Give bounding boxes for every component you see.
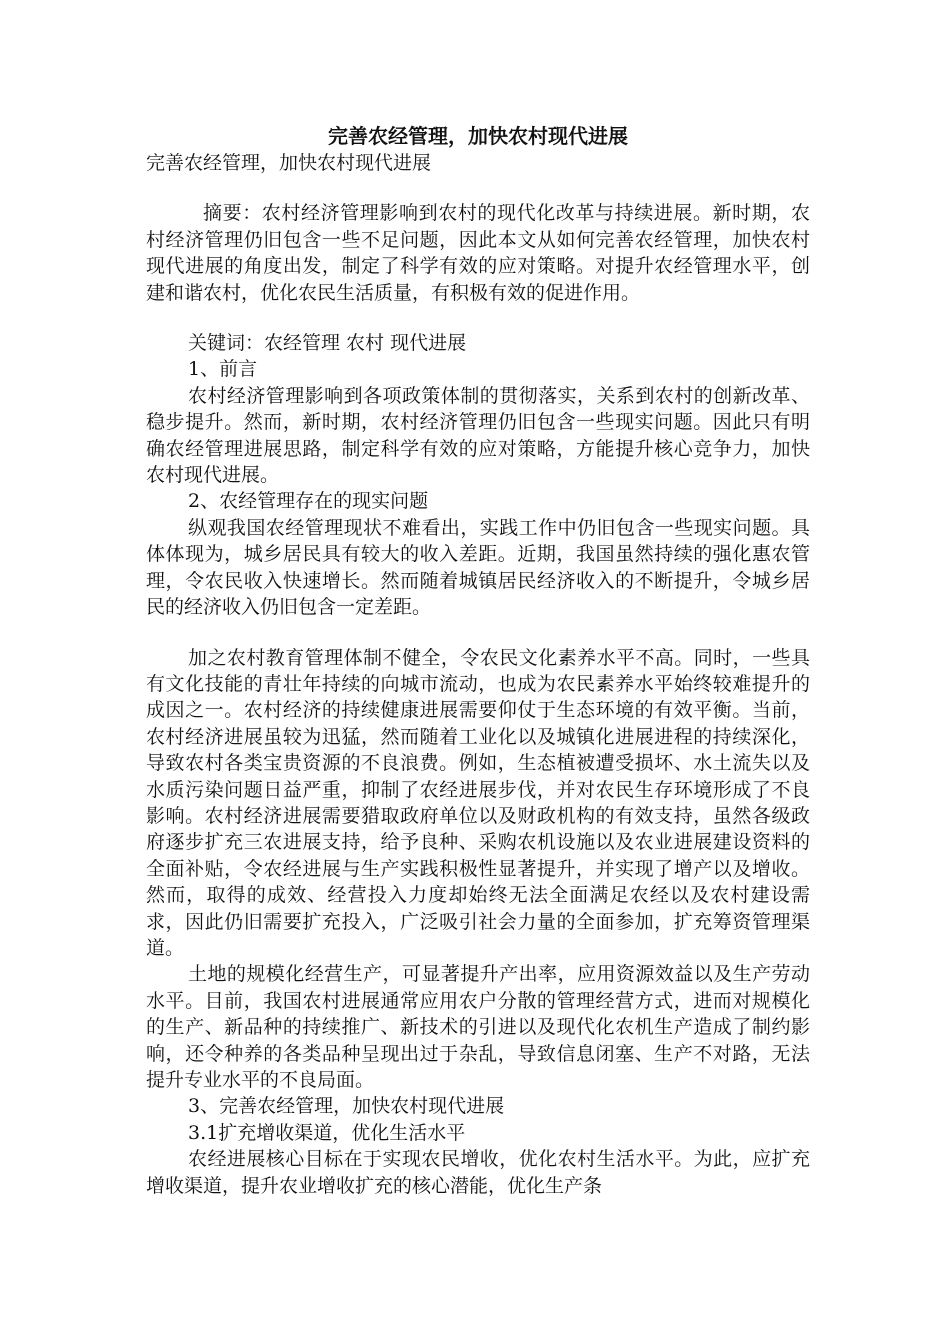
keywords-line: 关键词：农经管理 农村 现代进展 <box>188 332 467 355</box>
body-paragraph: 土地的规模化经营生产，可显著提升产出率，应用资源效益以及生产劳动水平。目前，我国农村进展通常应用农户分散的管理经营方式，进而对规模化的生产、新品种的持续推广、新技术的引进以及现代化农机生产造成了制约影响，还令种养的各类品种呈现出过于杂乱，导致信息闭塞、生产不对路，无法提升专业水平的不良局面。 <box>146 963 810 1091</box>
body-paragraph: 农经进展核心目标在于实现农民增收，优化农村生活水平。为此，应扩充增收渠道，提升农业增收扩充的核心潜能，优化生产条 <box>146 1148 810 1197</box>
body-paragraph: 加之农村教育管理体制不健全，令农民文化素养水平不高。同时，一些具有文化技能的青壮年持续的向城市流动，也成为农民素养水平始终较难提升的成因之一。农村经济的持续健康进展需要仰仗于生态环境的有效平衡。当前，农村经济进展虽较为迅猛，然而随着工业化以及城镇化进展进程的持续深化，导致农村各类宝贵资源的不良浪费。例如，生态植被遭受损坏、水土流失以及水质污染问题日益严重，抑制了农经进展步伐，并对农民生存环境形成了不良影响。农村经济进展需要猎取政府单位以及财政机构的有效支持，虽然各级政府逐步扩充三农进展支持，给予良种、采购农机设施以及农业进展建设资料的全面补贴，令农经进展与生产实践积极性显著提升，并实现了增产以及增收。然而，取得的成效、经营投入力度却始终无法全面满足农经以及农村建设需求，因此仍旧需要扩充投入，广泛吸引社会力量的全面参加，扩充筹资管理渠道。 <box>146 646 810 959</box>
section-heading-problems: 2、农经管理存在的现实问题 <box>188 490 429 513</box>
abstract-paragraph: 摘要：农村经济管理影响到农村的现代化改革与持续进展。新时期，农村经济管理仍旧包含一些不足问题，因此本文从如何完善农经管理，加快农村现代进展的角度出发，制定了科学有效的应对策略。对提升农经管理水平，创建和谐农村，优化农民生活质量，有积极有效的促进作用。 <box>146 202 810 304</box>
subsection-heading-income: 3.1扩充增收渠道，优化生活水平 <box>188 1121 466 1144</box>
document-page <box>146 122 810 1199</box>
section-heading-intro: 1、前言 <box>188 358 258 381</box>
document-title: 完善农经管理，加快农村现代进展 <box>328 124 628 148</box>
body-paragraph: 农村经济管理影响到各项政策体制的贯彻落实，关系到农村的创新改革、稳步提升。然而，新时期，农村经济管理仍旧包含一些现实问题。因此只有明确农经管理进展思路，制定科学有效的应对策略，方能提升核心竞争力，加快农村现代进展。 <box>146 384 810 487</box>
body-paragraph: 纵观我国农经管理现状不难看出，实践工作中仍旧包含一些现实问题。具体体现为，城乡居民具有较大的收入差距。近期，我国虽然持续的强化惠农管理，令农民收入快速增长。然而随着城镇居民经济收入的不断提升，令城乡居民的经济收入仍旧包含一定差距。 <box>146 516 810 619</box>
document-subtitle: 完善农经管理，加快农村现代进展 <box>146 152 432 174</box>
section-heading-improve: 3、完善农经管理，加快农村现代进展 <box>188 1095 505 1118</box>
